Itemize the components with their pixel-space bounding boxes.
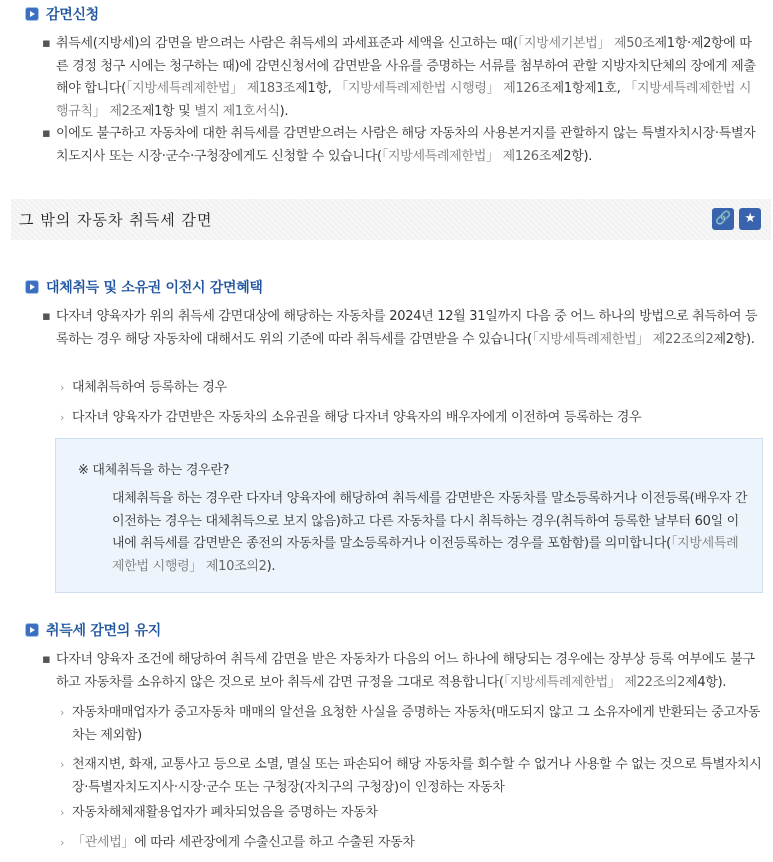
text: 제1항·제2항에 따른 경정 청구 시에는 청구하는 때)에 감면신청서에 감면받을 사유를 증명하는 서류를 첨부하여 관할 지방자치단체의 장에게 제출해야 합니다( (56, 36, 756, 96)
play-icon (26, 8, 38, 20)
text: 제2항). (551, 148, 593, 164)
chevron-right-icon: › (60, 836, 65, 849)
note-body (112, 488, 748, 578)
law-link[interactable]: 「관세법」 (72, 835, 135, 850)
note-box (55, 438, 763, 593)
bullet-icon: ▪ (42, 652, 51, 667)
text: 제1항 및 (141, 103, 195, 119)
bullet-icon: ▪ (42, 126, 51, 141)
play-icon (26, 281, 38, 293)
chevron-right-icon: › (60, 381, 65, 394)
list-item-text: 에 따라 세관장에게 수출신고를 하고 수출된 자동차 (134, 835, 415, 850)
paragraph-reduction-application (44, 33, 760, 123)
list-item-text: 다자녀 양육자가 감면받은 자동차의 소유권을 해당 다자녀 양육자의 배우자에게 이전하여 등록하는 경우 (72, 410, 642, 425)
subsection-title: 감면신청 (46, 7, 99, 23)
list-item-text: 자동차매매업자가 중고자동차 매매의 알선을 요청한 사실을 증명하는 자동차(매도되지 않고 그 소유자에게 반환되는 중고자동차는 제외함) (72, 705, 761, 743)
star-icon[interactable]: ★ (739, 208, 761, 230)
bullet-icon: ▪ (42, 309, 51, 324)
bullet-icon: ▪ (42, 36, 51, 51)
list-item (60, 377, 772, 400)
law-link[interactable]: 「지방세특례제한법」 제183조 (125, 81, 296, 96)
chevron-right-icon: › (60, 806, 65, 819)
subsection-title: 대체취득 및 소유권 이전시 감면혜택 (46, 280, 263, 296)
law-link[interactable]: 「지방세특례제한법」 제22조의2 (531, 331, 714, 347)
text: ). (266, 558, 276, 574)
law-link[interactable]: 「지방세특례제한법 시행령」 제126조 (335, 81, 552, 96)
paragraph-maintenance (44, 649, 760, 694)
subsection-heading-maintenance (26, 620, 161, 640)
text: 대체취득을 하는 경우란 다자녀 양육자에 해당하여 취득세를 감면받은 자동차를 말소등록하거나 이전등록(배우자 간 이전하는 경우는 대체취득으로 보지 않음)하고 다른 자동차를 다시 취득하는 경우(취득하여 등록한 날부터 60일 이내에 취득세를 감면받은 종전의 자동차를 말소등록하거나 이전등록하는 경우를 포함함)를 의미합니다( (112, 491, 748, 551)
chevron-right-icon: › (60, 411, 65, 424)
section-title: 그 밖의 자동차 취득세 감면 (19, 211, 213, 229)
list-item (60, 754, 772, 799)
text: 제2항). (713, 331, 755, 347)
chevron-right-icon: › (60, 706, 65, 719)
text: 취득세(지방세)의 감면을 받으려는 사람은 취득세의 과세표준과 세액을 신고하는 때( (56, 36, 518, 51)
chevron-right-icon: › (60, 758, 65, 771)
list-item (60, 702, 772, 747)
law-link[interactable]: 「지방세특례제한법」 제22조의2 (503, 674, 686, 690)
list-item (60, 832, 772, 855)
section-header-bar (11, 199, 771, 240)
law-link[interactable]: 「지방세특례제한법 시행령」 제10조의2 (112, 536, 739, 574)
text: 다자녀 양육자가 위의 취득세 감면대상에 해당하는 자동차를 2024년 12월 31일까지 다음 중 어느 하나의 방법으로 취득하여 등록하는 경우 해당 자동차에 대해서도 위의 기준에 따라 취득세를 감면받을 수 있습니다( (56, 309, 758, 347)
link-icon[interactable]: 🔗 (712, 208, 734, 230)
list-item-text: 천재지변, 화재, 교통사고 등으로 소멸, 멸실 또는 파손되어 해당 자동차를 회수할 수 없거나 사용할 수 없는 것으로 특별자치시장·특별자치도지사·시장·군수 또는 구청장(자치구의 구청장)이 인정하는 자동차 (72, 757, 762, 795)
list-item (60, 407, 772, 430)
text: 다자녀 양육자 조건에 해당하여 취득세 감면을 받은 자동차가 다음의 어느 하나에 해당되는 경우에는 장부상 등록 여부에도 불구하고 자동차를 소유하지 않은 것으로 보아 취득세 감면 규정을 그대로 적용합니다( (56, 652, 755, 690)
play-icon (26, 624, 38, 636)
subsection-heading-reduction-application (26, 4, 99, 24)
subsection-title: 취득세 감면의 유지 (46, 623, 161, 639)
list-item (60, 802, 772, 825)
list-item-text: 자동차해체재활용업자가 폐차되었음을 증명하는 자동차 (72, 805, 378, 820)
list-item-text: 대체취득하여 등록하는 경우 (72, 380, 227, 395)
text: ). (279, 103, 289, 119)
text: 제1항, (295, 81, 336, 96)
paragraph-replacement (44, 306, 760, 351)
note-title: ※ 대체취득을 하는 경우란? (78, 463, 230, 478)
law-link[interactable]: 「지방세기본법」 제50조 (517, 36, 655, 51)
text: 제1항제1호, (551, 81, 625, 96)
text: 이에도 불구하고 자동차에 대한 취득세를 감면받으려는 사람은 해당 자동차의 사용본거지를 관할하지 않는 특별자치시장·특별자치도지사 또는 시장·군수·구청장에게도 신청할 수 있습니다( (56, 126, 756, 164)
law-link[interactable]: 「지방세특례제한법」 제126조 (381, 148, 552, 164)
law-link[interactable]: 「지방세특례제한법 시행규칙」 제2조 (56, 81, 752, 119)
subsection-heading-replacement (26, 277, 263, 297)
paragraph-other-application (44, 123, 760, 168)
form-link[interactable]: 별지 제1호서식 (194, 103, 280, 119)
text: 제4항). (685, 674, 727, 690)
